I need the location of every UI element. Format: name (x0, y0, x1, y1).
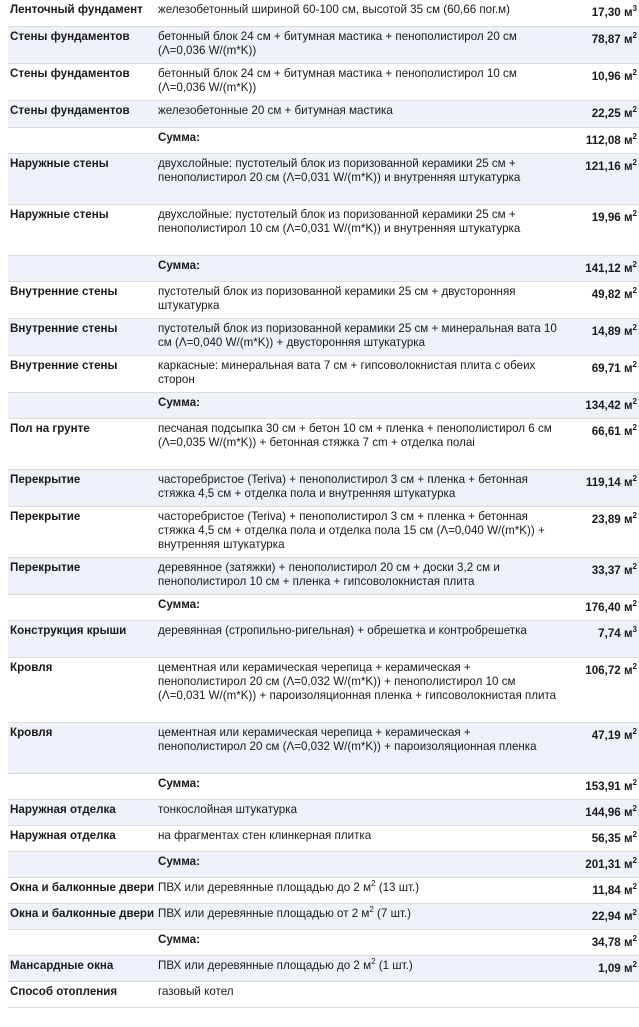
unit-base: м (623, 563, 633, 577)
table-row (8, 281, 639, 318)
sum-row (8, 255, 639, 281)
description-text (158, 956, 413, 972)
table-row (8, 469, 639, 506)
area-cell (557, 594, 639, 620)
unit-base: м (623, 398, 633, 412)
area-value: 121,16 (585, 159, 621, 173)
sum-row (8, 851, 639, 877)
sum-label-cell (158, 851, 557, 877)
unit-base: м (623, 663, 633, 677)
unit-base: м (623, 159, 633, 173)
unit-base: м (623, 69, 633, 83)
description-tail: (1 шт.) (375, 958, 413, 972)
description-cell (158, 281, 557, 318)
element-name-cell: Наружные стены (8, 204, 158, 255)
description-text (158, 422, 552, 449)
element-name-cell (8, 851, 158, 877)
area-cell (557, 204, 639, 255)
table-row (8, 799, 639, 825)
element-name-cell: Наружные стены (8, 153, 158, 204)
description-main: пустотелый блок из поризованной керамики 25 см + минеральная вата 10 см (Λ=0,040 W/(m*K)) + двусторонняя штукатурка (158, 321, 557, 349)
area-unit (623, 777, 637, 793)
description-cell (158, 955, 557, 981)
description-text (158, 285, 516, 312)
description-text (158, 510, 545, 551)
description-cell (158, 26, 557, 63)
area-value: 176,40 (585, 600, 621, 614)
area-unit (623, 510, 637, 526)
description-text (158, 726, 537, 753)
unit-base: м (623, 857, 633, 871)
table-row (8, 955, 639, 981)
unit-exponent: 2 (632, 829, 637, 839)
area-unit (623, 359, 637, 375)
unit-exponent: 2 (632, 933, 637, 943)
spec-table-body (8, 0, 639, 1007)
element-name-cell: Пол на грунте (8, 418, 158, 469)
area-unit (623, 322, 637, 338)
sum-label: Сумма: (158, 130, 200, 144)
description-main: бетонный блок 24 см + битумная мастика + пенополистирол 20 см (Λ=0,036 W/(m*K)) (158, 29, 517, 57)
area-unit (623, 661, 637, 677)
table-row (8, 418, 639, 469)
unit-exponent: 2 (632, 661, 637, 671)
unit-base: м (623, 424, 633, 438)
table-row (8, 63, 639, 100)
area-cell (557, 929, 639, 955)
table-row (8, 722, 639, 773)
sum-row (8, 127, 639, 153)
area-unit (623, 157, 637, 173)
area-cell (557, 469, 639, 506)
unit-base: м (623, 475, 633, 489)
area-unit (623, 959, 637, 975)
description-cell (158, 877, 557, 903)
area-value: 22,94 (591, 909, 621, 923)
area-value: 10,96 (591, 69, 621, 83)
description-main: часторебристое (Teriva) + пенополистирол 3 см + пленка + бетонная стяжка 4,5 см + отделка пола и отделка пола 15 см (Λ=0,040 W/(m*K)) + внутренняя штукатурка (158, 509, 545, 551)
area-value: 66,61 (591, 424, 621, 438)
table-row (8, 657, 639, 722)
area-value: 14,89 (591, 324, 621, 338)
unit-exponent: 2 (632, 777, 637, 787)
description-cell (158, 100, 557, 127)
unit-base: м (623, 883, 633, 897)
sum-label: Сумма: (158, 597, 200, 611)
sum-label: Сумма: (158, 776, 200, 790)
description-main: каркасные: минеральная вата 7 см + гипсоволокнистая плита с обеих сторон (158, 358, 536, 386)
description-main: железобетонный шириной 60-100 см, высотой 35 см (60,66 пог.м) (158, 3, 510, 16)
element-name-cell: Внутренние стены (8, 318, 158, 355)
description-main: песчаная подсыпка 30 см + бетон 10 см + пленка + пенополистирол 6 см (Λ=0,035 W/(m*K)) + бетонная стяжка 7 cm + отделка полаі (158, 421, 552, 449)
element-name-cell: Наружная отделка (8, 799, 158, 825)
description-cell (158, 204, 557, 255)
description-main: железобетонные 20 см + битумная мастика (158, 103, 393, 117)
area-cell (557, 722, 639, 773)
description-main: ПВХ или деревянные площадью до 2 м (158, 958, 372, 972)
table-row (8, 825, 639, 851)
area-cell (557, 851, 639, 877)
description-text (158, 561, 500, 588)
element-name-cell: Внутренние стены (8, 281, 158, 318)
table-row (8, 355, 639, 392)
area-cell (557, 799, 639, 825)
table-row (8, 506, 639, 557)
area-value: 49,82 (591, 287, 621, 301)
table-row (8, 981, 639, 1007)
element-name-cell: Кровля (8, 722, 158, 773)
description-cell (158, 557, 557, 594)
unit-base: м (623, 512, 633, 526)
area-unit (623, 131, 637, 147)
description-text (158, 904, 411, 920)
unit-exponent: 2 (632, 598, 637, 608)
description-text (158, 67, 517, 94)
unit-exponent: 2 (632, 726, 637, 736)
description-main: цементная или керамическая черепица + керамическая + пенополистирол 20 см (Λ=0,032 W/(m*K)) + пароизоляционная пленка (158, 725, 537, 753)
area-value: 22,25 (591, 106, 621, 120)
sum-label: Сумма: (158, 395, 200, 409)
description-cell (158, 318, 557, 355)
description-cell (158, 355, 557, 392)
description-cell (158, 903, 557, 929)
description-cell (158, 153, 557, 204)
unit-exponent: 2 (632, 907, 637, 917)
area-unit (623, 881, 637, 897)
unit-base: м (623, 961, 633, 975)
description-cell (158, 63, 557, 100)
description-text (158, 473, 528, 500)
unit-base: м (623, 361, 633, 375)
unit-exponent: 2 (632, 359, 637, 369)
unit-exponent: 2 (632, 561, 637, 571)
area-value: 106,72 (585, 663, 621, 677)
element-name-cell: Конструкция крыши (8, 620, 158, 657)
unit-base: м (623, 626, 633, 640)
element-name-cell: Способ отопления (8, 981, 158, 1007)
area-cell (557, 955, 639, 981)
area-value: 34,78 (591, 935, 621, 949)
unit-base: м (623, 261, 633, 275)
area-value: 134,42 (585, 398, 621, 412)
description-text (158, 878, 420, 894)
unit-exponent: 3 (632, 624, 637, 634)
table-row (8, 100, 639, 127)
area-unit (623, 803, 637, 819)
description-main: пустотелый блок из поризованной керамики 25 см + двусторонняя штукатурка (158, 284, 516, 312)
element-name-cell: Перекрытие (8, 557, 158, 594)
sum-label: Сумма: (158, 854, 200, 868)
description-text (158, 30, 517, 57)
unit-base: м (623, 728, 633, 742)
unit-exponent: 2 (632, 208, 637, 218)
table-row (8, 204, 639, 255)
area-cell (557, 773, 639, 799)
area-cell (557, 657, 639, 722)
unit-exponent: 2 (632, 422, 637, 432)
description-cell (158, 825, 557, 851)
element-name-cell: Окна и балконные двери (8, 903, 158, 929)
description-tail: (13 шт.) (375, 880, 420, 894)
unit-base: м (623, 909, 633, 923)
unit-exponent: 2 (632, 131, 637, 141)
unit-exponent: 2 (632, 30, 637, 40)
element-name-cell: Мансардные окна (8, 955, 158, 981)
unit-exponent: 2 (632, 510, 637, 520)
element-name-cell: Окна и балконные двери (8, 877, 158, 903)
area-cell (557, 100, 639, 127)
sum-label-cell (158, 929, 557, 955)
description-text (158, 829, 371, 842)
area-unit (623, 933, 637, 949)
construction-spec-table (8, 0, 639, 1008)
area-unit (623, 67, 637, 83)
element-name-cell (8, 127, 158, 153)
unit-base: м (623, 106, 633, 120)
area-cell (557, 392, 639, 418)
unit-base: м (623, 6, 633, 19)
area-value: 69,71 (591, 361, 621, 375)
element-name-cell: Внутренние стены (8, 355, 158, 392)
table-row (8, 620, 639, 657)
area-value: 144,96 (585, 805, 621, 819)
area-value: 78,87 (591, 32, 621, 46)
description-cell (158, 418, 557, 469)
unit-exponent: 2 (632, 881, 637, 891)
area-value: 201,31 (585, 857, 621, 871)
area-cell (557, 63, 639, 100)
element-name-cell: Кровля (8, 657, 158, 722)
area-cell (557, 557, 639, 594)
description-main: на фрагментах стен клинкерная плитка (158, 828, 372, 842)
description-main: газовый котел (158, 984, 234, 998)
element-name-cell (8, 594, 158, 620)
area-value: 112,08 (585, 133, 621, 147)
unit-base: м (623, 935, 633, 949)
table-row (8, 0, 639, 26)
description-text (158, 985, 234, 998)
element-name-cell: Стены фундаментов (8, 63, 158, 100)
unit-exponent: 2 (632, 322, 637, 332)
unit-exponent: 2 (632, 259, 637, 269)
area-cell (557, 318, 639, 355)
area-cell (557, 153, 639, 204)
unit-exponent: 3 (632, 4, 637, 14)
unit-base: м (623, 32, 633, 46)
unit-exponent: 2 (632, 157, 637, 167)
area-cell (557, 981, 639, 1007)
area-cell (557, 418, 639, 469)
area-unit (623, 259, 637, 275)
area-value: 11,84 (592, 883, 621, 897)
area-cell (557, 0, 639, 26)
table-row (8, 557, 639, 594)
element-name-cell: Перекрытие (8, 506, 158, 557)
description-cell (158, 469, 557, 506)
area-cell (557, 620, 639, 657)
sum-row (8, 929, 639, 955)
area-value: 33,37 (591, 563, 621, 577)
unit-base: м (623, 805, 633, 819)
table-row (8, 26, 639, 63)
area-cell (557, 825, 639, 851)
description-main: тонкослойная штукатурка (158, 802, 298, 816)
table-row (8, 153, 639, 204)
area-value: 153,91 (585, 779, 621, 793)
area-value: 1,09 (598, 961, 621, 975)
area-cell (557, 355, 639, 392)
description-text (158, 104, 393, 117)
sum-label-cell (158, 127, 557, 153)
area-cell (557, 903, 639, 929)
unit-exponent: 2 (632, 104, 637, 114)
sum-label-cell (158, 773, 557, 799)
element-name-cell: Наружная отделка (8, 825, 158, 851)
area-cell (557, 506, 639, 557)
unit-base: м (623, 600, 633, 614)
description-text (158, 322, 557, 349)
sum-row (8, 594, 639, 620)
description-text (158, 661, 556, 702)
unit-base: м (623, 831, 633, 845)
description-cell (158, 0, 557, 26)
description-text (158, 3, 510, 16)
area-cell (557, 26, 639, 63)
description-text (158, 157, 520, 184)
area-value: 119,14 (585, 475, 621, 489)
unit-exponent: 2 (632, 855, 637, 865)
description-cell (158, 657, 557, 722)
unit-base: м (623, 324, 633, 338)
element-name-cell (8, 392, 158, 418)
description-cell (158, 506, 557, 557)
area-unit (623, 829, 637, 845)
element-name-cell: Стены фундаментов (8, 26, 158, 63)
area-value: 47,19 (591, 728, 621, 742)
table-row (8, 318, 639, 355)
sum-row (8, 773, 639, 799)
area-value: 19,96 (591, 210, 621, 224)
area-value: 23,89 (591, 512, 621, 526)
description-main: деревянное (затяжки) + пенополистирол 20 см + доски 3,2 см и пенополистирол 10 см + пленка + гипсоволокнистая плита (158, 560, 500, 588)
description-cell (158, 981, 557, 1007)
unit-base: м (623, 287, 633, 301)
area-unit (624, 6, 637, 19)
area-unit (623, 30, 637, 46)
area-unit (623, 285, 637, 301)
area-unit (623, 855, 637, 871)
area-unit (623, 907, 637, 923)
area-cell (557, 127, 639, 153)
unit-exponent: 2 (632, 396, 637, 406)
description-main: цементная или керамическая черепица + керамическая + пенополистирол 20 см (Λ=0,032 W/(m*K)) + пенополистирол 10 см (Λ=0,031 W/(m*K)) + пароизоляционная пленка + гипсоволокнистая плита (158, 660, 557, 702)
area-value: 7,74 (598, 626, 621, 640)
description-main: бетонный блок 24 см + битумная мастика + пенополистирол 10 см (Λ=0,036 W/(m*K)) (158, 66, 517, 94)
area-cell (557, 255, 639, 281)
element-name-cell (8, 929, 158, 955)
area-cell (557, 281, 639, 318)
area-unit (623, 473, 637, 489)
area-value: 141,12 (585, 261, 621, 275)
area-unit (623, 624, 637, 640)
description-text (158, 803, 297, 816)
area-cell (557, 877, 639, 903)
description-text (158, 624, 527, 637)
description-exponent: 2 (369, 904, 374, 914)
sum-label: Сумма: (158, 258, 200, 272)
description-tail: (7 шт.) (373, 906, 411, 920)
description-text (158, 208, 520, 235)
description-main: ПВХ или деревянные площадью до 2 м (158, 880, 372, 894)
area-value: 56,35 (591, 831, 621, 845)
sum-label: Сумма: (158, 932, 200, 946)
unit-base: м (623, 779, 633, 793)
description-cell (158, 620, 557, 657)
sum-label-cell (158, 255, 557, 281)
unit-exponent: 2 (632, 959, 637, 969)
description-main: часторебристое (Teriva) + пенополистирол 3 см + пленка + бетонная стяжка 4,5 см + отделка пола и внутренняя штукатурка (158, 472, 528, 500)
unit-exponent: 2 (632, 67, 637, 77)
unit-exponent: 2 (632, 803, 637, 813)
description-exponent: 2 (371, 956, 376, 966)
area-unit (623, 104, 637, 120)
unit-base: м (623, 210, 633, 224)
unit-exponent: 2 (632, 285, 637, 295)
table-row (8, 877, 639, 903)
area-unit (623, 396, 637, 412)
description-main: двухслойные: пустотелый блок из поризованной керамики 25 см + пенополистирол 20 см (Λ=0,031 W/(m*K)) и внутренняя штукатурка (158, 156, 521, 184)
unit-exponent: 2 (632, 473, 637, 483)
area-unit (623, 208, 637, 224)
area-unit (623, 598, 637, 614)
description-cell (158, 722, 557, 773)
sum-label-cell (158, 392, 557, 418)
table-row (8, 903, 639, 929)
area-unit (623, 422, 637, 438)
description-main: двухслойные: пустотелый блок из поризованной керамики 25 см + пенополистирол 10 см (Λ=0,031 W/(m*K)) и внутренняя штукатурка (158, 207, 521, 235)
description-main: деревянная (стропильно-ригельная) + обрешетка и контробрешетка (158, 623, 527, 637)
area-value: 17,30 (591, 6, 621, 19)
area-unit (623, 561, 637, 577)
area-unit (623, 726, 637, 742)
element-name-cell (8, 255, 158, 281)
sum-row (8, 392, 639, 418)
description-main: ПВХ или деревянные площадью от 2 м (158, 906, 370, 920)
element-name-cell: Перекрытие (8, 469, 158, 506)
description-cell (158, 799, 557, 825)
element-name-cell (8, 773, 158, 799)
element-name-cell: Ленточный фундамент (8, 0, 158, 26)
description-exponent: 2 (371, 878, 376, 888)
description-text (158, 359, 535, 386)
unit-base: м (623, 133, 633, 147)
sum-label-cell (158, 594, 557, 620)
element-name-cell: Стены фундаментов (8, 100, 158, 127)
